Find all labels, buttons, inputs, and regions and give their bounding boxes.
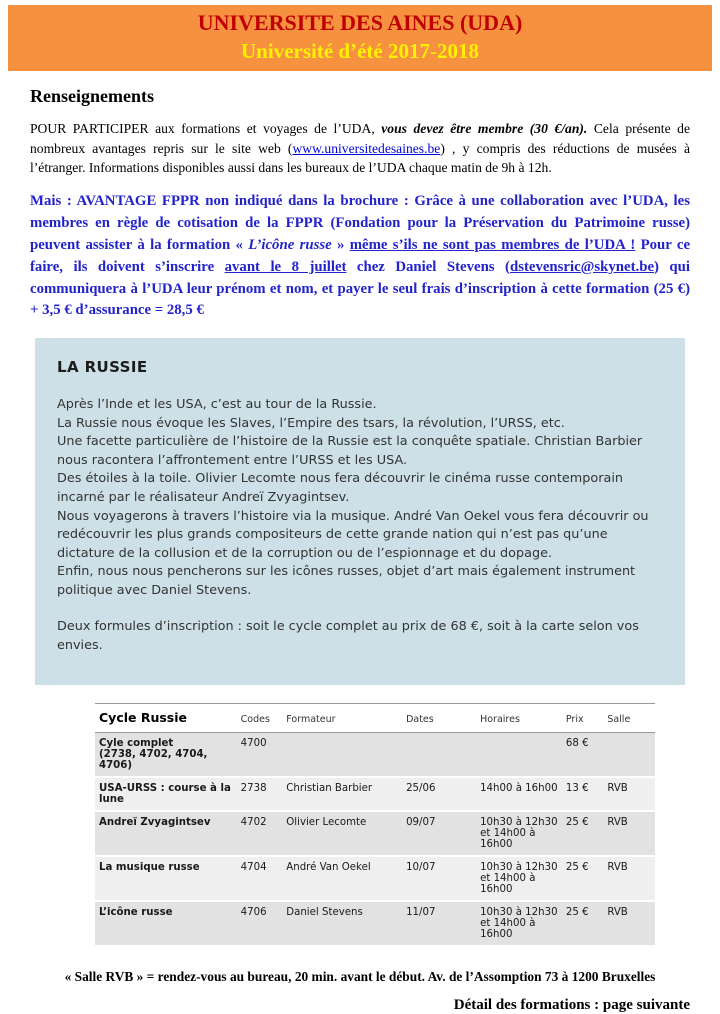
non-members-underline: même s’ils ne sont pas membres de l’UDA ! bbox=[349, 236, 636, 253]
membership-requirement-text: vous devez être membre (30 €/an). bbox=[381, 120, 588, 136]
table-row bbox=[95, 856, 655, 901]
course-name-italic: L’icône russe bbox=[248, 236, 332, 253]
column-header-codes: Codes bbox=[237, 704, 283, 733]
column-header-salle: Salle bbox=[603, 704, 655, 733]
cell-formateur: André Van Oekel bbox=[282, 856, 402, 901]
cell-code: 2738 bbox=[237, 777, 283, 811]
cell-horaires bbox=[476, 733, 562, 778]
cell-label: L’icône russe bbox=[95, 901, 237, 946]
website-link[interactable]: www.universitedesaines.be bbox=[292, 140, 441, 156]
cell-horaires: 10h30 à 12h30 et 14h00 à 16h00 bbox=[476, 856, 562, 901]
next-page-note: Détail des formations : page suivante bbox=[453, 997, 690, 1014]
page-content bbox=[0, 86, 720, 986]
row-label-codes: (2738, 4702, 4704, 4706) bbox=[99, 749, 208, 772]
table-row bbox=[95, 733, 655, 778]
cell-prix: 25 € bbox=[562, 856, 603, 901]
column-header-horaires: Horaires bbox=[476, 704, 562, 733]
cell-formateur: Christian Barbier bbox=[282, 777, 402, 811]
russie-box-title: LA RUSSIE bbox=[57, 358, 148, 377]
intro-text-2: Cela présente de nombreux avantages repris sur le site web ( bbox=[30, 120, 690, 156]
salle-rvb-note: « Salle RVB » = rendez-vous au bureau, 20 min. avant le début. Av. de l’Assomption 73 à 1200 Bruxelles bbox=[64, 969, 656, 985]
russie-paragraph: Des étoiles à la toile. Olivier Lecomte nous fera découvrir le cinéma russe contemporain incarné par le réalisateur Andreï Zvyagintsev. bbox=[57, 471, 623, 506]
table-row bbox=[95, 811, 655, 856]
cell-code: 4700 bbox=[237, 733, 283, 778]
cell-label: La musique russe bbox=[95, 856, 237, 901]
cell-label: Andreï Zvyagintsev bbox=[95, 811, 237, 856]
cell-prix: 13 € bbox=[562, 777, 603, 811]
russie-paragraph: Enfin, nous nous pencherons sur les icônes russes, objet d’art mais également instrument politique avec Daniel Stevens. bbox=[57, 564, 636, 598]
cell-salle: RVB bbox=[603, 811, 655, 856]
russie-paragraph: Une facette particulière de l’histoire de la Russie est la conquête spatiale. Christian Barbier nous racontera l’affrontement entre l’URSS et les USA. bbox=[57, 434, 643, 468]
russie-paragraph: Après l’Inde et les USA, c’est au tour de la Russie. bbox=[57, 397, 377, 413]
cell-prix: 25 € bbox=[562, 811, 603, 856]
row-label: Cyle complet bbox=[99, 738, 174, 750]
cell-date: 09/07 bbox=[402, 811, 476, 856]
cell-horaires: 10h30 à 12h30 et 14h00 à 16h00 bbox=[476, 901, 562, 946]
email-link[interactable]: dstevensric@skynet.be bbox=[509, 258, 655, 275]
table-header-row bbox=[95, 704, 655, 733]
cell-formateur bbox=[282, 733, 402, 778]
russie-paragraph: Nous voyagerons à travers l’histoire via la musique. André Van Oekel vous fera découvrir ou redécouvrir les plus grands compositeurs de cette grande nation qui n’est pas qu’une dictature de la collusion et de la corruption ou de l’espionnage et du dopage. bbox=[57, 508, 649, 561]
advantage-text-2: » bbox=[331, 236, 350, 253]
cycle-table-wrapper bbox=[95, 703, 655, 947]
cell-horaires: 14h00 à 16h00 bbox=[476, 777, 562, 811]
cell-prix: 68 € bbox=[562, 733, 603, 778]
banner-title: UNIVERSITE DES AINES (UDA) bbox=[197, 10, 523, 35]
cell-label: USA-URSS : course à la lune bbox=[95, 777, 237, 811]
banner-subtitle: Université d’été 2017-2018 bbox=[241, 38, 479, 63]
advantage-paragraph bbox=[30, 191, 690, 322]
cell-date: 11/07 bbox=[402, 901, 476, 946]
cell-salle: RVB bbox=[603, 901, 655, 946]
cell-formateur: Daniel Stevens bbox=[282, 901, 402, 946]
russie-paragraph: Deux formules d’inscription : soit le cycle complet au prix de 68 €, soit à la carte selon vos envies. bbox=[57, 619, 639, 653]
deadline-underline: avant le 8 juillet bbox=[224, 258, 347, 275]
cell-prix: 25 € bbox=[562, 901, 603, 946]
cell-horaires: 10h30 à 12h30 et 14h00 à 16h00 bbox=[476, 811, 562, 856]
intro-text-3: ) , y compris des réductions de musées à l’étranger. Informations disponibles aussi dans les bureaux de l’UDA chaque matin de 9h à 12h. bbox=[30, 140, 690, 176]
intro-text-1: POUR PARTICIPER aux formations et voyages de l’UDA, bbox=[30, 120, 382, 136]
section-title: Renseignements bbox=[30, 85, 154, 106]
advantage-text-4: chez Daniel Stevens ( bbox=[346, 258, 510, 275]
cell-label bbox=[95, 733, 237, 778]
column-header-formateur: Formateur bbox=[282, 704, 402, 733]
russie-box bbox=[35, 338, 685, 685]
cell-code: 4702 bbox=[237, 811, 283, 856]
cell-code: 4704 bbox=[237, 856, 283, 901]
table-row bbox=[95, 777, 655, 811]
cell-date bbox=[402, 733, 476, 778]
column-header-dates: Dates bbox=[402, 704, 476, 733]
page-banner bbox=[8, 5, 712, 71]
cell-code: 4706 bbox=[237, 901, 283, 946]
cell-salle bbox=[603, 733, 655, 778]
table-title: Cycle Russie bbox=[95, 704, 237, 733]
russie-paragraph-blank bbox=[57, 600, 663, 618]
intro-paragraph bbox=[30, 119, 690, 178]
advantage-text-1: Mais : AVANTAGE FPPR non indiqué dans la brochure : Grâce à une collaboration avec l’UDA, les membres en règle de cotisation de la FPPR (Fondation pour la Préservation du Patrimoine russe) peuvent assister à la formation « bbox=[30, 192, 690, 253]
russie-paragraph: La Russie nous évoque les Slaves, l’Empire des tsars, la révolution, l’URSS, etc. bbox=[57, 415, 565, 431]
cell-salle: RVB bbox=[603, 777, 655, 811]
cell-date: 25/06 bbox=[402, 777, 476, 811]
advantage-text-3: Pour ce faire, ils doivent s’inscrire bbox=[30, 236, 691, 275]
cell-formateur: Olivier Lecomte bbox=[282, 811, 402, 856]
table-row bbox=[95, 901, 655, 946]
advantage-text-5: ) qui communiquera à l’UDA leur prénom et nom, et payer le seul frais d’inscription à cette formation (25 €) + 3,5 € d’assurance = 28,5 € bbox=[30, 258, 690, 319]
column-header-prix: Prix bbox=[562, 704, 603, 733]
cell-date: 10/07 bbox=[402, 856, 476, 901]
cycle-russie-table bbox=[95, 703, 655, 947]
cell-salle: RVB bbox=[603, 856, 655, 901]
